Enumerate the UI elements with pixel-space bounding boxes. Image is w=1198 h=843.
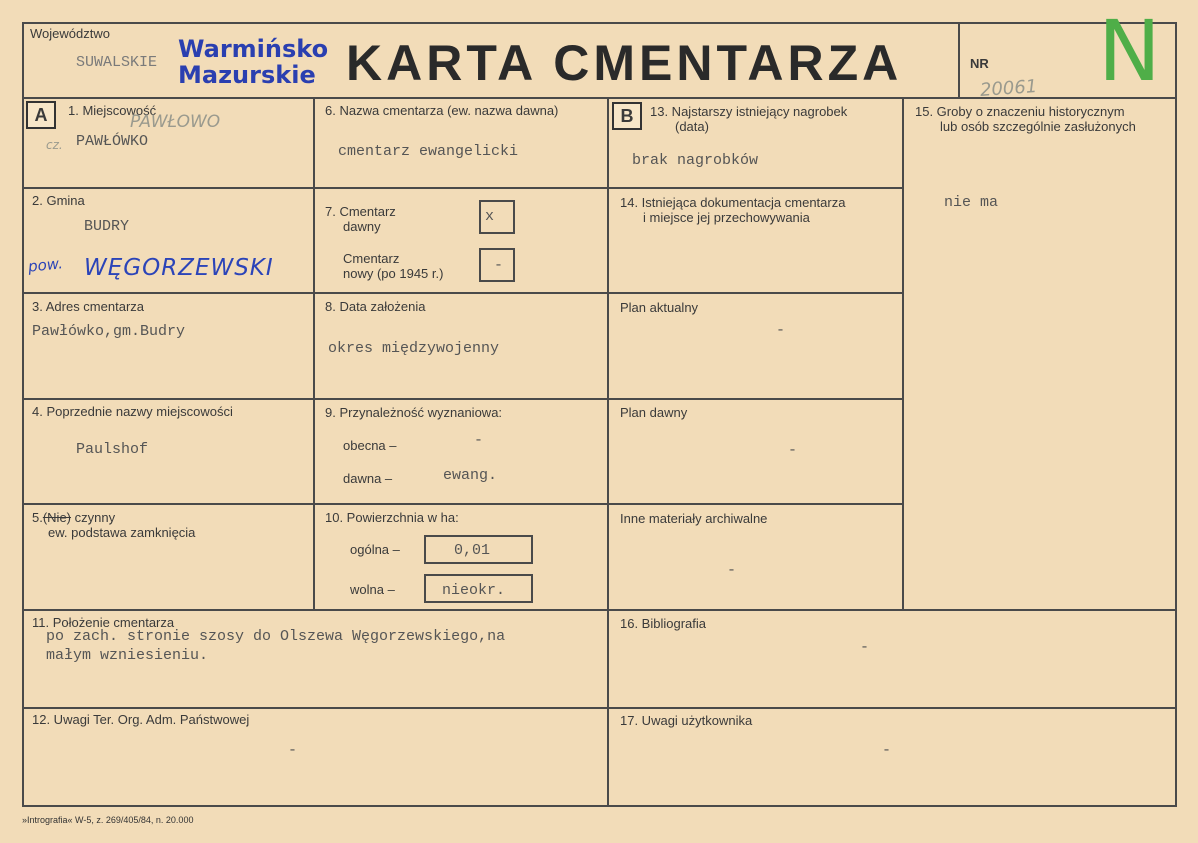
- f3-label: 3. Adres cmentarza: [32, 299, 144, 314]
- rule-nr-divider: [958, 22, 960, 98]
- f5-label-rest: czynny: [71, 510, 116, 525]
- rule-col-b-left: [607, 97, 609, 806]
- f17-value: -: [882, 742, 892, 759]
- f5-label: [32, 510, 115, 525]
- rule-col-15-left: [902, 97, 904, 610]
- inne-label: Inne materiały archiwalne: [620, 511, 768, 526]
- f3-value: Pawłówko,gm.Budry: [32, 323, 186, 340]
- rule-row-2: [22, 292, 609, 294]
- rule-bottom: [22, 805, 1177, 807]
- section-b-marker: B: [612, 102, 642, 130]
- plan-aktualny-value: -: [776, 322, 786, 339]
- f2-pow-value: WĘGORZEWSKI: [84, 255, 274, 281]
- rule-row-5: [22, 609, 1177, 611]
- f1-label: 1. Miejscowość: [68, 103, 157, 118]
- f5-label-strike: (Nie): [42, 510, 72, 525]
- f2-label: 2. Gmina: [32, 193, 85, 208]
- f2-pow-prefix: pow.: [27, 254, 64, 276]
- plan-dawny-value: -: [788, 442, 798, 459]
- wojewodztwo-label: Województwo: [30, 26, 110, 41]
- f6-value: cmentarz ewangelicki: [338, 143, 519, 160]
- f6-label: 6. Nazwa cmentarza (ew. nazwa dawna): [325, 103, 559, 118]
- f10-label: 10. Powierzchnia w ha:: [325, 510, 459, 525]
- rule-row-3a: [22, 398, 609, 400]
- stamp-line2: Mazurskie: [178, 61, 316, 89]
- rule-row-11: [22, 707, 1177, 709]
- f13-value: brak nagrobków: [632, 152, 759, 169]
- nr-label: NR: [970, 56, 989, 71]
- f7-dawny: dawny: [343, 219, 381, 234]
- f16-label: 16. Bibliografia: [620, 616, 706, 631]
- f10-ogolna-value: 0,01: [454, 542, 491, 559]
- f14-label-line1: 14. Istniejąca dokumentacja cmentarza: [620, 195, 846, 210]
- f11-line1: po zach. stronie szosy do Olszewa Węgorzewskiego,na: [46, 628, 506, 645]
- f7-dawny-mark: x: [485, 208, 495, 225]
- section-a-marker: A: [26, 101, 56, 129]
- f10-ogolna-box: [424, 535, 533, 564]
- nr-value: 20061: [979, 76, 1038, 101]
- f1-pencil: PAWŁOWO: [130, 112, 221, 132]
- f7-nowy-box: [479, 248, 515, 282]
- f10-wolna-value: nieokr.: [442, 582, 506, 599]
- f12-label: 12. Uwagi Ter. Org. Adm. Państwowej: [32, 712, 250, 727]
- plan-dawny-label: Plan dawny: [620, 405, 688, 420]
- f15-value: nie ma: [944, 194, 999, 211]
- f5-label-line2: ew. podstawa zamknięcia: [48, 525, 196, 540]
- rule-row-13: [607, 187, 904, 189]
- f13-label-line2: (data): [675, 119, 709, 134]
- f14-label-line2: i miejsce jej przechowywania: [643, 210, 810, 225]
- rule-col-a-right: [313, 97, 315, 610]
- rule-left: [22, 22, 24, 807]
- rule-row-1: [22, 187, 609, 189]
- rule-row-plan-dawny: [607, 398, 904, 400]
- f10-wolna-label: wolna –: [350, 582, 395, 597]
- wojewodztwo-typed: SUWALSKIE: [76, 54, 158, 71]
- rule-row-4: [22, 503, 609, 505]
- f12-value: -: [288, 742, 298, 759]
- f9-obecna-value: -: [474, 432, 484, 449]
- f16-value: -: [860, 639, 870, 656]
- f9-label: 9. Przynależność wyznaniowa:: [325, 405, 503, 420]
- footer-imprint: »Intrografia« W-5, z. 269/405/84, n. 20.000: [22, 815, 194, 825]
- f11-line2: małym wzniesieniu.: [46, 647, 209, 664]
- f7-nowy-line1: Cmentarz: [343, 251, 400, 266]
- rule-row-inne: [607, 503, 904, 505]
- f8-label: 8. Data założenia: [325, 299, 426, 314]
- f10-ogolna-label: ogólna –: [350, 542, 400, 557]
- f5-label-prefix: 5.: [32, 510, 43, 525]
- f1-value: PAWŁÓWKO: [76, 133, 149, 150]
- stamp-line1: Warmińsko: [178, 35, 329, 63]
- f2-value: BUDRY: [84, 218, 130, 235]
- f13-label-line1: 13. Najstarszy istniejący nagrobek: [650, 104, 848, 119]
- f1-prefix: cz.: [46, 138, 63, 152]
- page-title: KARTA CMENTARZA: [346, 35, 903, 91]
- rule-right: [1175, 22, 1177, 807]
- f7-dawny-box: [479, 200, 515, 234]
- f9-dawna-label: dawna –: [343, 471, 393, 486]
- corner-letter: N: [1098, 2, 1161, 100]
- f10-wolna-box: [424, 574, 533, 603]
- plan-aktualny-label: Plan aktualny: [620, 300, 699, 315]
- f7-nowy-mark: -: [494, 257, 504, 274]
- f15-label-line2: lub osób szczególnie zasłużonych: [940, 119, 1136, 134]
- rule-top: [22, 22, 1176, 24]
- f4-label: 4. Poprzednie nazwy miejscowości: [32, 404, 233, 419]
- f9-obecna-label: obecna –: [343, 438, 397, 453]
- f15-label-line1: 15. Groby o znaczeniu historycznym: [915, 104, 1125, 119]
- f8-value: okres międzywojenny: [328, 340, 500, 357]
- rule-row-plan-aktualny: [607, 292, 904, 294]
- inne-value: -: [727, 562, 737, 579]
- f4-value: Paulshof: [76, 441, 149, 458]
- f7-label: 7. Cmentarz: [325, 204, 396, 219]
- f11-label: 11. Położenie cmentarza: [32, 615, 175, 630]
- f17-label: 17. Uwagi użytkownika: [620, 713, 753, 728]
- f9-dawna-value: ewang.: [443, 467, 498, 484]
- f7-nowy-line2: nowy (po 1945 r.): [343, 266, 444, 281]
